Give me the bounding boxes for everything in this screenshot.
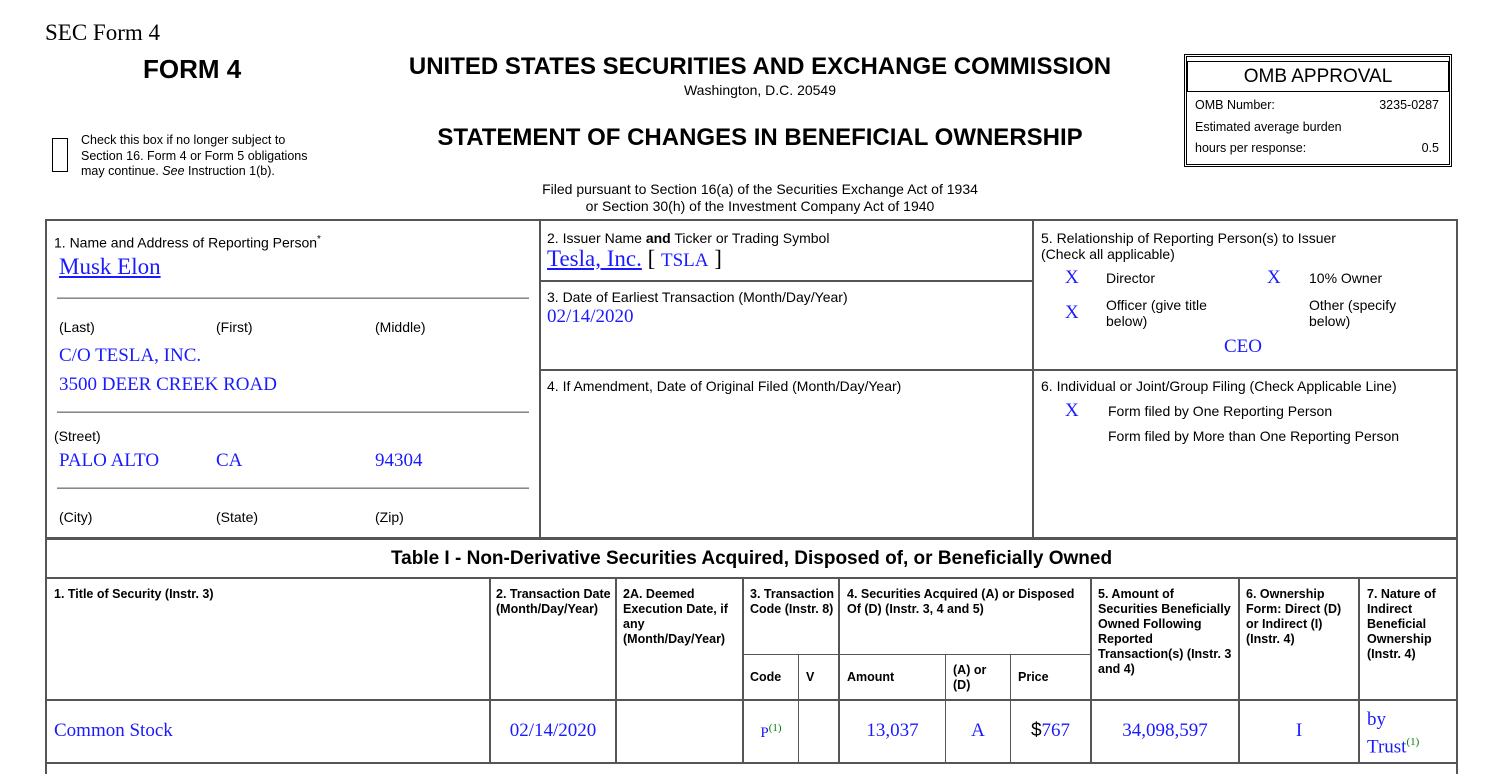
row-nature-of-ownership <box>1367 709 1419 758</box>
other-label <box>1309 297 1396 329</box>
divider-h-mid <box>539 369 1458 371</box>
relationship-title: 5. Relationship of Reporting Person(s) to Issuer <box>1041 230 1336 246</box>
omb-hours-label: hours per response: <box>1195 141 1307 155</box>
checkbox-label-line-2: Section 16. Form 4 or Form 5 obligations <box>81 148 308 163</box>
divider-v2 <box>1032 219 1034 539</box>
ten-percent-owner-label: 10% Owner <box>1309 270 1383 286</box>
checkbox-label-see: See <box>162 164 185 178</box>
col-transaction-code: 3. Transaction Code (Instr. 8) <box>750 587 835 616</box>
name-underline <box>57 297 529 299</box>
omb-hours-row <box>1195 141 1439 155</box>
row-ownership-form: I <box>1295 720 1303 741</box>
form-title: FORM 4 <box>143 54 242 84</box>
row-price-symbol: $ <box>1030 720 1042 741</box>
officer-title-value: CEO <box>1224 336 1262 357</box>
issuer-label-end: Ticker or Trading Symbol <box>670 230 830 246</box>
issuer-label-and: and <box>645 230 671 246</box>
omb-burden-label: Estimated average burden <box>1195 120 1342 134</box>
zip-label: (Zip) <box>375 509 404 525</box>
col-v: V <box>806 670 815 684</box>
issuer-value <box>547 246 722 272</box>
col-title-of-security: 1. Title of Security (Instr. 3) <box>54 587 214 601</box>
statement-title: STATEMENT OF CHANGES IN BENEFICIAL OWNERSHIP <box>437 124 1083 151</box>
col-amount: Amount <box>847 670 895 684</box>
checkbox-label-line-1: Check this box if no longer subject to <box>81 133 286 147</box>
row-code <box>744 722 798 742</box>
street-label: (Street) <box>54 428 101 444</box>
earliest-transaction-date: 02/14/2020 <box>547 306 634 327</box>
agency-title: UNITED STATES SECURITIES AND EXCHANGE COMMISSION <box>408 53 1112 80</box>
col-amount-owned: 5. Amount of Securities Beneficially Owned Following Reported Transaction(s) (Instr. 3 and 4) <box>1098 587 1232 676</box>
more-persons-label: Form filed by More than One Reporting Person <box>1108 428 1400 444</box>
row-nature-line-2 <box>1367 731 1419 758</box>
omb-number-label: OMB Number: <box>1195 98 1275 112</box>
city-underline <box>57 487 529 489</box>
issuer-name-link[interactable]: Tesla, Inc. <box>547 246 642 271</box>
row-code-value: P <box>760 725 769 741</box>
city-label: (City) <box>59 509 93 525</box>
reporting-person-label <box>54 234 321 251</box>
col-a-or-d: (A) or (D) <box>953 663 987 692</box>
row-transaction-date: 02/14/2020 <box>509 720 597 741</box>
col-price: Price <box>1018 670 1049 684</box>
relationship-label <box>1041 230 1336 262</box>
no-longer-subject-checkbox[interactable] <box>52 138 68 172</box>
earliest-transaction-label: 3. Date of Earliest Transaction (Month/Day/Year) <box>547 289 848 305</box>
row-nature-line-1: by <box>1367 709 1386 730</box>
table-title-divider <box>45 577 1458 579</box>
middle-label: (Middle) <box>375 319 426 335</box>
omb-burden-row <box>1195 120 1439 134</box>
row-price-value: 767 <box>1041 720 1071 741</box>
officer-label-line-1: Officer (give title <box>1106 297 1207 313</box>
col-divider-3-v <box>798 654 799 764</box>
col-divider-4-aord <box>945 654 946 764</box>
ticker-bracket-open: [ <box>647 246 656 271</box>
omb-approval-box <box>1184 54 1452 167</box>
one-person-label: Form filed by One Reporting Person <box>1108 403 1333 419</box>
ticker-value: TSLA <box>661 250 709 271</box>
col-divider-2 <box>615 577 617 764</box>
city-value: PALO ALTO <box>59 450 160 471</box>
reporting-person-asterisk: * <box>317 234 321 245</box>
col-transaction-date: 2. Transaction Date (Month/Day/Year) <box>496 587 611 616</box>
ticker-bracket-close: ] <box>714 246 722 271</box>
street-underline <box>57 411 529 413</box>
amendment-label: 4. If Amendment, Date of Original Filed (Month/Day/Year) <box>547 378 902 394</box>
reporting-person-name-link[interactable]: Musk Elon <box>59 254 161 279</box>
reporting-person-label-text: 1. Name and Address of Reporting Person <box>54 234 318 251</box>
omb-title: OMB APPROVAL <box>1187 61 1449 92</box>
row-nature-trust: Trust <box>1367 736 1407 758</box>
col-deemed-execution-date: 2A. Deemed Execution Date, if any (Month/Day/Year) <box>623 587 728 646</box>
director-label: Director <box>1106 270 1156 286</box>
row-title-of-security: Common Stock <box>54 720 173 741</box>
omb-number-value: 3235-0287 <box>1379 98 1439 112</box>
col-code: Code <box>750 670 782 684</box>
state-label: (State) <box>216 509 259 525</box>
officer-check-mark[interactable]: X <box>1065 302 1079 323</box>
one-person-check-mark[interactable]: X <box>1065 400 1079 421</box>
director-check-mark[interactable]: X <box>1065 267 1079 288</box>
other-label-line-2: below) <box>1309 313 1351 329</box>
state-value: CA <box>216 450 243 471</box>
omb-number-row <box>1195 98 1439 112</box>
address-line-1: C/O TESLA, INC. <box>59 345 202 366</box>
table-header-divider <box>45 699 1458 701</box>
row-amount: 13,037 <box>866 720 919 741</box>
filed-pursuant-text <box>360 181 1160 215</box>
row-a-or-d: A <box>971 720 985 741</box>
agency-location: Washington, D.C. 20549 <box>683 82 836 98</box>
ten-percent-owner-check-mark[interactable]: X <box>1267 267 1281 288</box>
officer-label-line-2: below) <box>1106 313 1148 329</box>
row-code-footnote-link[interactable]: (1) <box>768 722 782 734</box>
checkbox-label-line-3-end: Instruction 1(b). <box>184 164 275 178</box>
other-label-line-1: Other (specify <box>1309 297 1397 313</box>
table-1-title: Table I - Non-Derivative Securities Acquired, Disposed of, or Beneficially Owned <box>390 548 1113 569</box>
zip-value: 94304 <box>375 450 423 471</box>
filing-label: 6. Individual or Joint/Group Filing (Check Applicable Line) <box>1041 378 1397 394</box>
col-nature-of-ownership: 7. Nature of Indirect Beneficial Ownership (Instr. 4) <box>1367 587 1436 661</box>
sec-form-label: SEC Form 4 <box>45 20 161 45</box>
checkbox-label <box>81 133 351 180</box>
col-ownership-form: 6. Ownership Form: Direct (D) or Indirect (I) (Instr. 4) <box>1246 587 1342 646</box>
address-line-2: 3500 DEER CREEK ROAD <box>59 374 277 395</box>
col-divider-4-price <box>1010 654 1011 764</box>
col-divider-7 <box>1358 577 1360 764</box>
table-row-divider <box>45 762 1458 764</box>
filed-line-1: Filed pursuant to Section 16(a) of the Securities Exchange Act of 1934 <box>542 181 978 197</box>
issuer-label-start: 2. Issuer Name <box>547 230 646 246</box>
relationship-sublabel: (Check all applicable) <box>1041 246 1175 262</box>
col-securities-acquired: 4. Securities Acquired (A) or Disposed Of (D) (Instr. 3, 4 and 5) <box>847 587 1075 616</box>
divider-v1 <box>539 219 541 539</box>
table-subheader-divider <box>743 654 1091 655</box>
checkbox-label-line-3-start: may continue. <box>81 164 163 178</box>
divider-h-issuer <box>539 280 1034 282</box>
omb-hours-value: 0.5 <box>1421 141 1439 155</box>
checkbox-label-line-3 <box>81 164 351 180</box>
last-label: (Last) <box>59 319 95 335</box>
first-label: (First) <box>216 319 253 335</box>
row-amount-owned: 34,098,597 <box>1122 720 1208 741</box>
row-nature-footnote-link[interactable]: (1) <box>1406 736 1420 748</box>
filed-line-2: or Section 30(h) of the Investment Company Act of 1940 <box>585 198 935 214</box>
officer-label <box>1106 297 1207 329</box>
row-price <box>1011 720 1090 742</box>
issuer-label <box>547 230 829 246</box>
